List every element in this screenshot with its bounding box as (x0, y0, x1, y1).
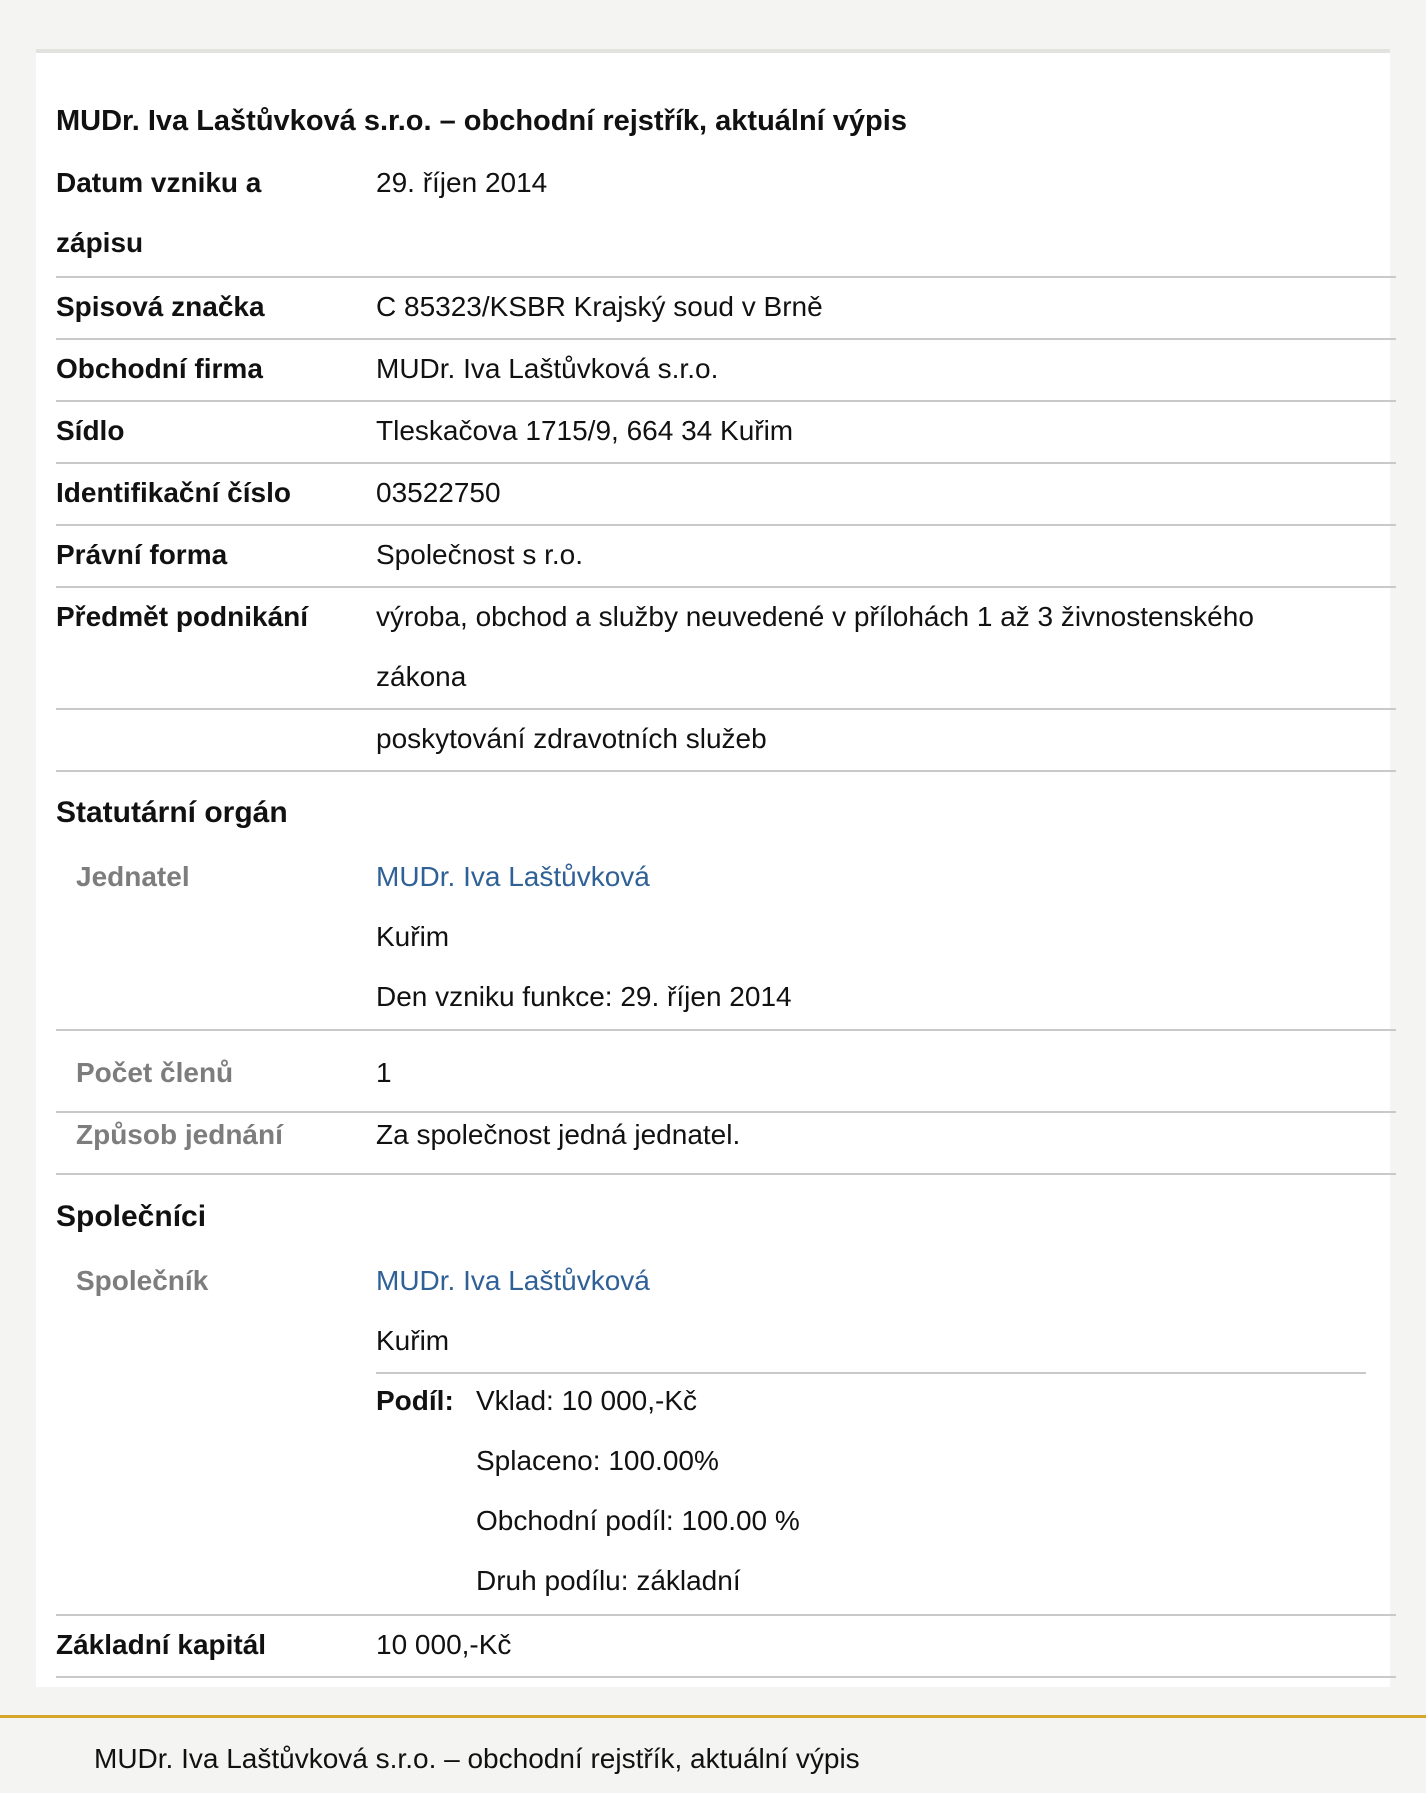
section-heading-spolecnici: Společníci (56, 1200, 207, 1233)
value-datum: 29. říjen 2014 (376, 167, 548, 198)
value-sidlo: Tleskačova 1715/9, 664 34 Kuřim (376, 415, 794, 446)
value-ico: 03522750 (376, 477, 501, 508)
label-datum-line1: Datum vzniku a (56, 167, 262, 198)
label-spisova-znacka: Spisová značka (56, 291, 265, 322)
divider (376, 1372, 1366, 1374)
divider (56, 1173, 1396, 1175)
value-predmet-1-line2: zákona (376, 661, 467, 692)
value-zakladni-kapital: 10 000,-Kč (376, 1629, 512, 1660)
divider (56, 462, 1396, 464)
label-jednatel: Jednatel (76, 861, 190, 892)
label-pravni-forma: Právní forma (56, 539, 228, 570)
divider (56, 400, 1396, 402)
divider (56, 770, 1396, 772)
value-druh-podilu: Druh podílu: základní (476, 1565, 741, 1596)
divider (56, 1614, 1396, 1616)
divider (56, 524, 1396, 526)
value-splaceno: Splaceno: 100.00% (476, 1445, 719, 1476)
label-ico: Identifikační číslo (56, 477, 291, 508)
section-heading-statutarni-organ: Statutární orgán (56, 796, 288, 829)
label-zpusob-jednani: Způsob jednání (76, 1119, 283, 1150)
value-zpusob-jednani: Za společnost jedná jednatel. (376, 1119, 741, 1150)
value-spolecnik-city: Kuřim (376, 1325, 450, 1356)
divider (56, 276, 1396, 278)
label-spolecnik: Společník (76, 1265, 209, 1296)
value-jednatel-city: Kuřim (376, 921, 450, 952)
value-obchodni-firma: MUDr. Iva Laštůvková s.r.o. (376, 353, 719, 384)
footer-text: MUDr. Iva Laštůvková s.r.o. – obchodní rejstřík, aktuální výpis (94, 1743, 860, 1774)
divider (56, 1029, 1396, 1031)
link-jednatel-name[interactable]: MUDr. Iva Laštůvková (376, 861, 650, 892)
divider (56, 586, 1396, 588)
label-zakladni-kapital: Základní kapitál (56, 1629, 267, 1660)
divider (56, 1111, 1396, 1113)
divider (56, 708, 1396, 710)
value-vklad: Vklad: 10 000,-Kč (476, 1385, 698, 1416)
label-obchodni-firma: Obchodní firma (56, 353, 263, 384)
page-title: MUDr. Iva Laštůvková s.r.o. – obchodní rejstřík, aktuální výpis (56, 105, 907, 137)
link-spolecnik-name[interactable]: MUDr. Iva Laštůvková (376, 1265, 650, 1296)
label-podil: Podíl: (376, 1385, 454, 1416)
divider (56, 338, 1396, 340)
value-jednatel-since: Den vzniku funkce: 29. říjen 2014 (376, 981, 792, 1012)
label-pocet-clenu: Počet členů (76, 1057, 234, 1088)
label-sidlo: Sídlo (56, 415, 125, 446)
divider (56, 1676, 1396, 1678)
value-predmet-1-line1: výroba, obchod a služby neuvedené v přílohách 1 až 3 živnostenského (376, 601, 1254, 632)
value-predmet-2: poskytování zdravotních služeb (376, 723, 767, 754)
value-obchodni-podil: Obchodní podíl: 100.00 % (476, 1505, 800, 1536)
label-predmet-podnikani: Předmět podnikání (56, 601, 309, 632)
value-pocet-clenu: 1 (376, 1057, 392, 1088)
footer (0, 1715, 1426, 1793)
record-card (36, 49, 1390, 1687)
value-pravni-forma: Společnost s r.o. (376, 539, 584, 570)
label-datum-line2: zápisu (56, 227, 144, 258)
value-spisova-znacka: C 85323/KSBR Krajský soud v Brně (376, 291, 823, 322)
